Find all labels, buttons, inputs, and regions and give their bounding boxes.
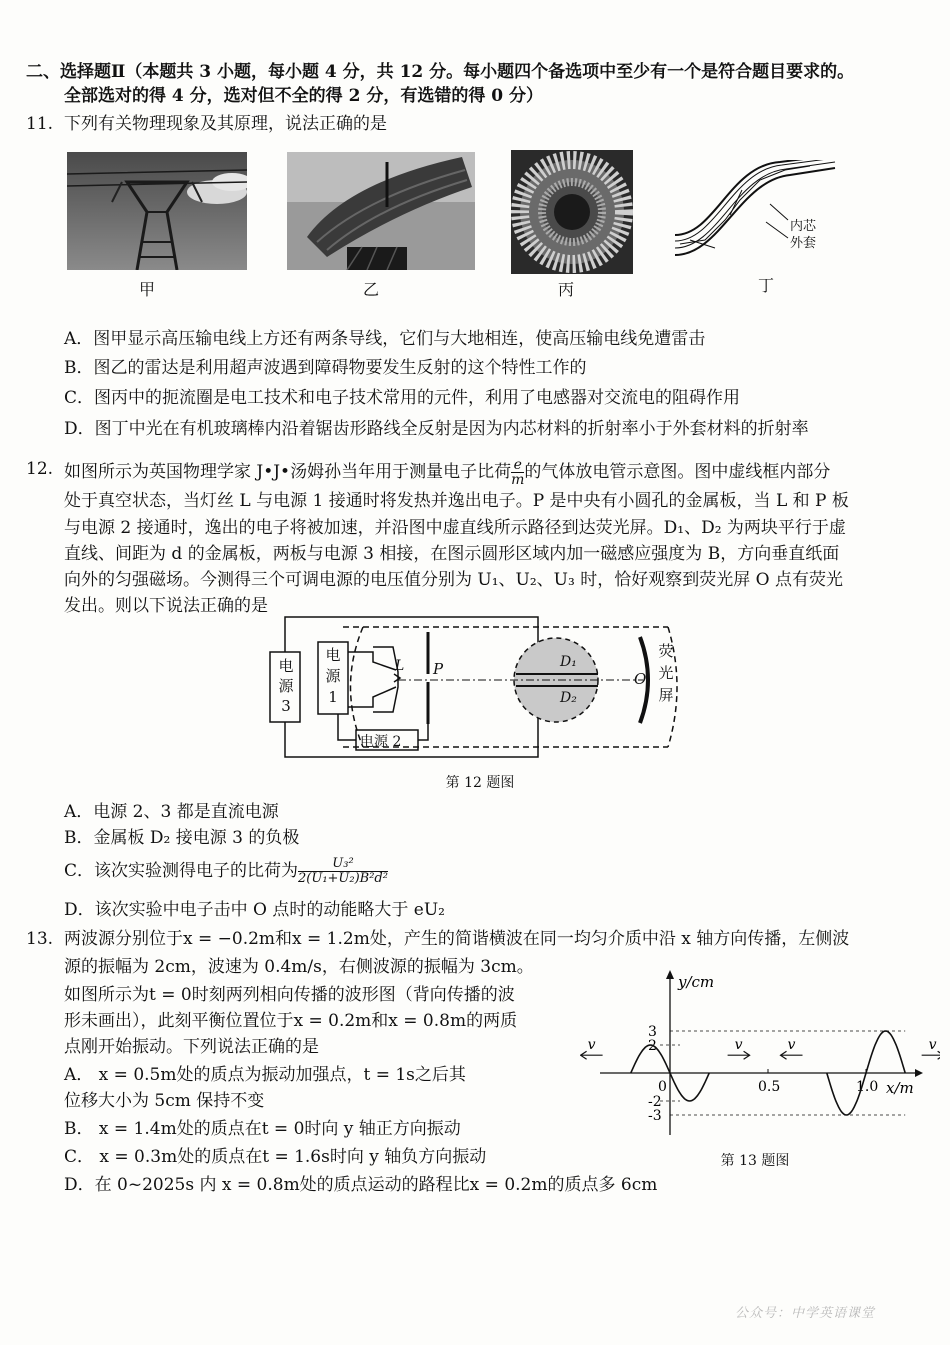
caption-jia: 甲 [138,280,155,299]
q13-stem-line: 如图所示为t = 0时刻两列相向传播的波形图（背向传播的波 [64,985,515,1005]
photo-jia-transmission-tower [67,152,247,270]
x-tick-label: 0 [658,1079,667,1095]
y-axis-arrow [666,970,674,979]
screen-char: 光 [658,664,674,682]
caption-bing: 丙 [557,280,574,299]
q12-option-a: A．电源 2、3 都是直流电源 [64,802,279,822]
y-tick-label: -3 [648,1108,662,1124]
filament-label: L [395,658,405,674]
q12-option-d: D．该次实验中电子击中 O 点时的动能略大于 eU₂ [64,900,445,920]
q13-stem-line: 点刚开始振动。下列说法正确的是 [64,1037,319,1057]
velocity-label: v [734,1037,743,1054]
source3-char: 电 [278,657,294,675]
watermark: 公众号：中学英语课堂 [735,1306,876,1321]
q11-option-b: B．图乙的雷达是利用超声波遇到障碍物要发生反射的这个特性工作的 [64,358,587,378]
q11-number: 11. [26,114,54,134]
y-tick-label: -2 [648,1094,662,1110]
screen-char: 荧 [658,642,674,660]
caption-yi: 乙 [362,280,379,299]
q12-stem-line: 直线、间距为 d 的金属板，两板与电源 3 相接，在图示圆形区域内加一磁感应强度为 B，方向垂直纸面 [64,544,840,564]
velocity-label: v [928,1037,937,1054]
q13-stem-line: 源的振幅为 2cm，波速为 0.4m/s，右侧波源的振幅为 3cm。 [64,957,534,977]
q12-discharge-tube-diagram [268,612,688,762]
plate-p-label: P [433,660,444,678]
q12-stem-pre: 如图所示为英国物理学家 J•J•汤姆孙当年用于测量电子比荷 [64,462,512,482]
q13-option-b: B． x = 1.4m处的质点在t = 0时向 y 轴正方向振动 [64,1119,461,1139]
source3-char: 源 [278,677,294,695]
q12-stem-line: 处于真空状态，当灯丝 L 与电源 1 接通时将发热并逸出电子。P 是中央有小圆孔的金属板，当 L 和 P 板 [64,491,849,511]
q13-option-a: A． x = 0.5m处的质点为振动加强点，t = 1s之后其 [64,1065,466,1085]
q12-stem-first [64,458,830,487]
y-axis-label: y/cm [678,973,715,991]
q13-option-a-cont: 位移大小为 5cm 保持不变 [64,1091,265,1111]
y-tick-label: 2 [648,1038,657,1054]
q11-option-d: D．图丁中光在有机玻璃棒内沿着锯齿形路线全反射是因为内芯材料的折射率小于外套材料的折射率 [64,419,809,439]
source1-char: 1 [328,688,338,706]
plate-d1-label: D₁ [560,654,577,670]
source1-char: 源 [325,667,341,685]
source2-label: 电源 2 [360,734,402,750]
x-tick-label: 1.0 [856,1079,879,1095]
label-cladding: 外套 [790,236,817,251]
point-o-label: O [634,670,647,688]
q12-stem-post: 的气体放电管示意图。图中虚线框内部分 [524,462,831,482]
source3-char: 3 [281,697,291,715]
q12-option-c [64,857,388,886]
x-tick-label: 0.5 [758,1079,781,1095]
charge-mass-ratio: $\frac{e}{m}$ [511,457,525,488]
q12-stem-line: 与电源 2 接通时，逸出的电子将被加速，并沿图中虚直线所示路径到达荧光屏。D₁、D₂ 为两块平行于虚 [64,518,846,538]
photo-bing-choke-coil [511,150,633,274]
q13-stem-line: 两波源分别位于x = −0.2m和x = 1.2m处，产生的简谐横波在同一均匀介质中沿 x 轴方向传播，左侧波 [64,929,850,949]
diagram-ding-optical-fiber [670,160,840,265]
q13-number: 13. [26,929,54,949]
y-tick-label: 3 [648,1024,657,1040]
plate-d2-label: D₂ [560,690,577,706]
x-axis-arrow [915,1069,923,1077]
q13-wave-chart [580,965,940,1140]
q12-stem-line: 发出。则以下说法正确的是 [64,596,268,616]
source1-char: 电 [325,646,341,664]
screen-char: 屏 [658,686,674,704]
q12-option-b: B．金属板 D₂ 接电源 3 的负极 [64,828,300,848]
q12-figure-caption: 第 12 题图 [445,775,515,791]
q12-option-c-text: C．该次实验测得电子的比荷为 [64,861,299,881]
q13-figure-caption: 第 13 题图 [720,1153,790,1169]
q12-option-c-fraction: $\frac{\text{U₃²}}{\text{2(U₁+U₂)B²d²}}$ [298,856,388,886]
velocity-label: v [587,1037,596,1054]
x-axis-label: x/m [886,1079,914,1097]
section-title-line1: 二、选择题Ⅱ（本题共 3 小题，每小题 4 分，共 12 分。每小题四个备选项中至少有一个是符合题目要求的。 [26,62,855,82]
q11-option-c: C．图丙中的扼流圈是电工技术和电子技术常用的元件，利用了电感器对交流电的阻碍作用 [64,388,741,408]
photo-yi-radar-dish [287,152,475,270]
q11-stem: 下列有关物理现象及其原理，说法正确的是 [64,114,387,134]
section-title-line2: 全部选对的得 4 分，选对但不全的得 2 分，有选错的得 0 分） [64,86,543,106]
label-core: 内芯 [790,219,817,234]
q13-stem-line: 形未画出），此刻平衡位置位于x = 0.2m和x = 0.8m的两质 [64,1011,518,1031]
q12-number: 12. [26,459,54,479]
q12-stem-line: 向外的匀强磁场。今测得三个可调电源的电压值分别为 U₁、U₂、U₃ 时，恰好观察到荧光屏 O 点有荧光 [64,570,843,590]
q11-option-a: A．图甲显示高压输电线上方还有两条导线，它们与大地相连，使高压输电线免遭雷击 [64,329,706,349]
velocity-label: v [787,1037,796,1054]
q13-option-c: C． x = 0.3m处的质点在t = 1.6s时向 y 轴负方向振动 [64,1147,487,1167]
q13-option-d: D．在 0~2025s 内 x = 0.8m处的质点运动的路程比x = 0.2m的质点多 6cm [64,1175,658,1195]
caption-ding: 丁 [757,276,774,295]
